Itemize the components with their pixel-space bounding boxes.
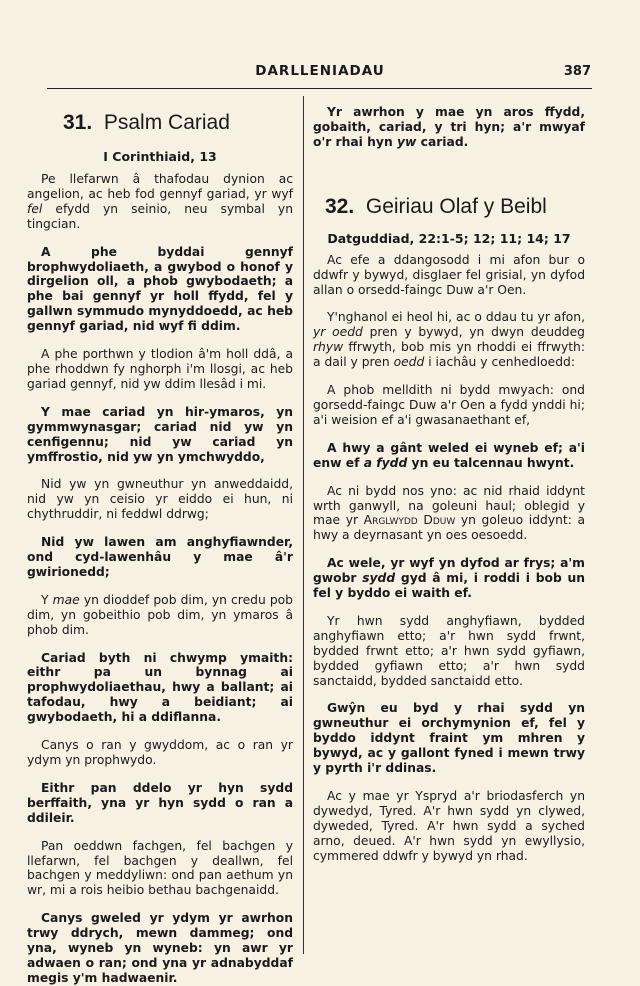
scripture-reference: Datguddiad, 22:1-5; 12; 11; 14; 17 <box>327 230 571 246</box>
verse: Nid yw yn gwneuthur yn anweddaidd, nid yw yn ceisio yr eiddo ei hun, ni chythruddir, ni feddwl ddrwg; <box>27 477 293 522</box>
section-title-32 <box>325 194 585 220</box>
verse: Eithr pan ddelo yr hyn sydd berffaith, yna yr hyn sydd o ran a ddileir. <box>27 780 293 825</box>
verse: A phe porthwn y tlodion â'm holl ddâ, a phe rhoddwn fy nghorph i'm llosgi, ac heb gariad gennyf, nid yw ddim llesâd i mi. <box>27 347 293 391</box>
verse: Gwŷn eu byd y rhai sydd yn gwneuthur ei orchymynion ef, fel y byddo iddynt fraint ym mhren y bywyd, ac y gallont fyned i mewn trwy y pyrth i'r ddinas. <box>313 701 585 776</box>
verse: Cariad byth ni chwymp ymaith: eithr pa un bynnag ai prophwydoliaethau, hwy a ballant; ai tafodau, hwy a beidiant; ai gwybodaeth, hi a ddiflanna. <box>27 650 293 725</box>
verse: Pe llefarwn â thafodau dynion ac angelion, ac heb fod gennyf gariad, yr wyf fel efydd yn seinio, neu symbal yn tingcian. <box>27 172 293 231</box>
column-divider <box>303 96 304 954</box>
section-number: 31. <box>63 111 93 134</box>
section-title-text: Geiriau Olaf y Beibl <box>365 194 547 218</box>
verse: Ac efe a ddangosodd i mi afon bur o ddwfr y bywyd, disglaer fel grisial, yn dyfod allan o orsedd-faingc Duw a'r Oen. <box>313 252 585 297</box>
section-number: 32. <box>325 194 355 218</box>
verse-continuation: Yr awrhon y mae yn aros ffydd, gobaith, cariad, y tri hyn; a'r mwyaf o'r rhai hyn yw cariad. <box>313 105 585 149</box>
verse: Ac wele, yr wyf yn dyfod ar frys; a'm gwobr sydd gyd â mi, i roddi i bob un fel y byddo ei waith ef. <box>313 556 585 601</box>
verse: A phob melldith ni bydd mwyach: ond gorsedd-faingc Duw a'r Oen a fydd ynddi hi; a'i weision ef a'i gwasanaethant ef, <box>313 383 585 427</box>
section-title-text: Psalm Cariad <box>103 111 230 134</box>
verse: Pan oeddwn fachgen, fel bachgen y llefarwn, fel bachgen y deallwn, fel bachgen y meddyliwn: ond pan aethum yn wr, mi a rois heibio bethau bachgenaidd. <box>27 838 293 898</box>
verse: Ac y mae yr Yspryd a'r briodasferch yn dywedyd, Tyred. A'r hwn sydd yn clywed, dyweded, Tyred. A'r hwn sydd a syched arno, deued. A'r hwn sydd yn ewyllysio, cymmered ddwfr y bywyd yn rhad. <box>313 789 585 863</box>
verse: Y'nghanol ei heol hi, ac o ddau tu yr afon, yr oedd pren y bywyd, yn dwyn deuddeg rhyw ffrwyth, bob mis yn rhoddi ei ffrwyth: a dail y pren oedd i iachâu y cenhedloedd: <box>313 310 585 370</box>
header-rule <box>47 88 592 89</box>
verse: Nid yw lawen am anghyfiawnder, ond cyd-lawenhâu y mae â'r gwirionedd; <box>27 535 293 579</box>
section-title-31 <box>63 110 293 136</box>
verse: Ac ni bydd nos yno: ac nid rhaid iddynt wrth ganwyll, na goleuni haul; oblegid y mae yr Arglwydd Dduw yn goleuo iddynt: a hwy a deyrnasant yn oes oesoedd. <box>313 483 586 543</box>
verse: Y mae yn dioddef pob dim, yn credu pob dim, yn gobeithio pob dim, yn ymaros â phob dim. <box>27 592 293 637</box>
verse: A hwy a gânt weled ei wyneb ef; a'i enw ef a fydd yn eu talcennau hwynt. <box>313 440 585 470</box>
verse: Y mae cariad yn hir-ymaros, yn gymmwynasgar; cariad nid yw yn cenfigennu; nid yw cariad yn ymffrostio, nid yw yn ymchwyddo, <box>27 404 293 464</box>
verse: A phe byddai gennyf brophwydoliaeth, a gwybod o honof y dirgelion oll, a phob gwybodaeth; a phe bai gennyf yr holl ffydd, fel y gallwn symmudo mynyddoedd, ac heb gennyf gariad, nid wyf fi ddim. <box>27 244 293 334</box>
verse: Canys o ran y gwyddom, ac o ran yr ydym yn prophwydo. <box>27 738 293 767</box>
running-header-title: DARLLENIADAU <box>255 63 385 79</box>
right-column <box>313 96 585 864</box>
page-number: 387 <box>563 64 591 79</box>
scripture-reference: I Corinthiaid, 13 <box>103 149 217 164</box>
left-column <box>27 96 293 986</box>
verse: Canys gweled yr ydym yr awrhon trwy ddrych, mewn dammeg; ond yna, wyneb yn wyneb: yn awr yr adwaen o ran; ond yna yr adnabyddaf megis y'm hadwaenir. <box>27 911 293 985</box>
verse: Yr hwn sydd anghyfiawn, bydded anghyfiawn etto; a'r hwn sydd frwnt, bydded frwnt etto; a'r hwn sydd gyfiawn, bydded gyfiawn etto; a'r hwn sydd sanctaidd, bydded sanctaidd etto. <box>313 613 585 688</box>
